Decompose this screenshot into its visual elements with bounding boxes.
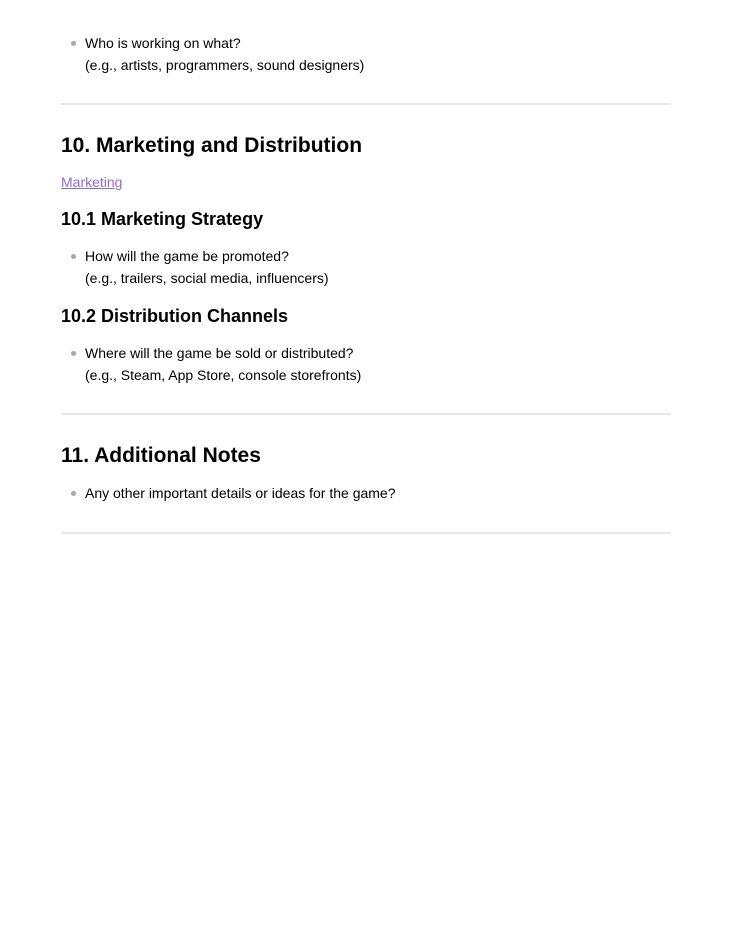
distribution-channels-list	[61, 343, 671, 386]
list-item	[61, 246, 671, 289]
bullet-icon	[71, 351, 76, 356]
team-roles-list	[61, 33, 671, 76]
bullet-icon	[71, 254, 76, 259]
list-item-example: (e.g., artists, programmers, sound designers)	[85, 56, 365, 73]
list-item	[61, 33, 671, 76]
subsection-heading-marketing-strategy: 10.1 Marketing Strategy	[61, 209, 264, 229]
section-divider	[61, 413, 671, 415]
list-item-text: How will the game be promoted?	[85, 248, 289, 264]
section-divider	[61, 103, 671, 105]
list-item	[61, 483, 671, 505]
list-item-text: Who is working on what?	[85, 35, 241, 51]
list-item	[61, 343, 671, 386]
bullet-icon	[71, 491, 76, 496]
section-divider	[61, 532, 671, 534]
list-item-text: Any other important details or ideas for the game?	[85, 485, 396, 501]
section-heading-additional-notes: 11. Additional Notes	[61, 444, 261, 467]
marketing-link[interactable]: Marketing	[61, 174, 123, 190]
additional-notes-list	[61, 483, 671, 505]
section-heading-marketing-distribution: 10. Marketing and Distribution	[61, 134, 363, 157]
subsection-heading-distribution-channels: 10.2 Distribution Channels	[61, 306, 289, 326]
list-item-text: Where will the game be sold or distributed?	[85, 345, 354, 361]
list-item-example: (e.g., Steam, App Store, console storefronts)	[85, 366, 362, 383]
bullet-icon	[71, 41, 76, 46]
list-item-example: (e.g., trailers, social media, influencers)	[85, 269, 329, 286]
marketing-strategy-list	[61, 246, 671, 289]
